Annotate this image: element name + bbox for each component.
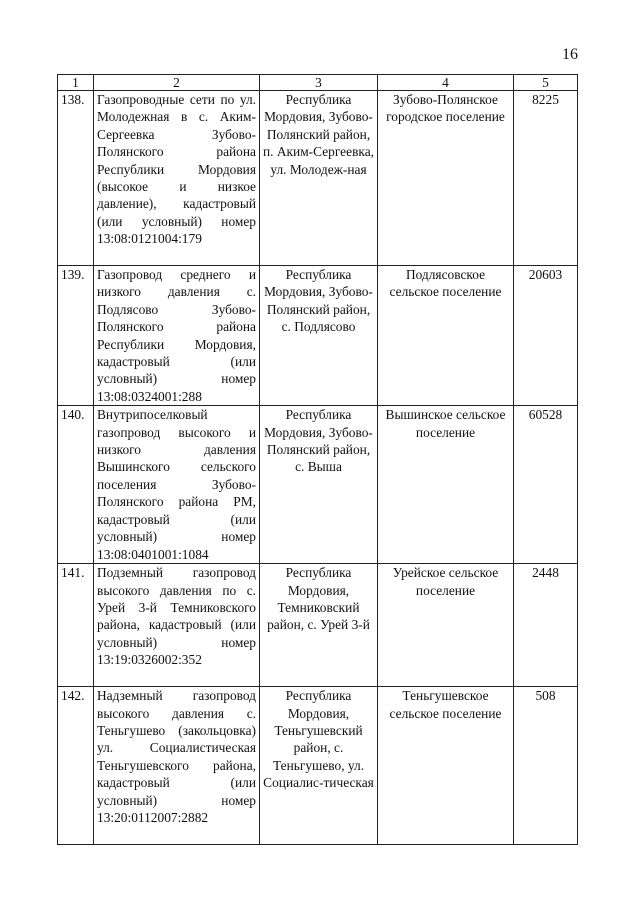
object-address: Республика Мордовия, Зубово-Полянский район, с. Выша bbox=[260, 406, 378, 564]
column-header: 5 bbox=[514, 75, 578, 91]
object-address: Республика Мордовия, Зубово-Полянский район, п. Аким-Сергеевка, ул. Молодеж-ная bbox=[260, 91, 378, 266]
settlement-name: Теньгушевское сельское поселение bbox=[378, 687, 514, 845]
settlement-name: Вышинское сельское поселение bbox=[378, 406, 514, 564]
object-value: 20603 bbox=[514, 266, 578, 406]
object-value: 60528 bbox=[514, 406, 578, 564]
object-value: 508 bbox=[514, 687, 578, 845]
settlement-name: Подлясовское сельское поселение bbox=[378, 266, 514, 406]
object-value: 2448 bbox=[514, 564, 578, 687]
table-row bbox=[58, 406, 578, 564]
object-address: Республика Мордовия, Темниковский район, с. Урей 3-й bbox=[260, 564, 378, 687]
row-number: 138. bbox=[58, 91, 94, 266]
table-row bbox=[58, 266, 578, 406]
object-description: Газопровод среднего и низкого давления с. Подлясово Зубово-Полянского района Республики Мордовия, кадастровый (или условный) номер 13:08:0324001:288 bbox=[94, 266, 260, 406]
row-number: 141. bbox=[58, 564, 94, 687]
object-address: Республика Мордовия, Теньгушевский район, с. Теньгушево, ул. Социалис-тическая bbox=[260, 687, 378, 845]
settlement-name: Зубово-Полянское городское поселение bbox=[378, 91, 514, 266]
object-description: Подземный газопровод высокого давления по с. Урей 3-й Темниковского района, кадастровый (или условный) номер 13:19:0326002:352 bbox=[94, 564, 260, 687]
table-row bbox=[58, 687, 578, 845]
column-header: 3 bbox=[260, 75, 378, 91]
object-address: Республика Мордовия, Зубово-Полянский район, с. Подлясово bbox=[260, 266, 378, 406]
column-header: 1 bbox=[58, 75, 94, 91]
object-description: Внутрипоселковый газопровод высокого и низкого давления Вышинского сельского поселения Зубово-Полянского района РМ, кадастровый (или условный) номер 13:08:0401001:1084 bbox=[94, 406, 260, 564]
row-number: 142. bbox=[58, 687, 94, 845]
object-value: 8225 bbox=[514, 91, 578, 266]
table-row bbox=[58, 91, 578, 266]
table-row bbox=[58, 564, 578, 687]
column-header: 2 bbox=[94, 75, 260, 91]
column-header: 4 bbox=[378, 75, 514, 91]
table-header-row bbox=[58, 75, 578, 91]
property-table bbox=[57, 74, 578, 845]
object-description: Газопроводные сети по ул. Молодежная в с. Аким-Сергеевка Зубово-Полянского района Республики Мордовия (высокое и низкое давление), кадастровый (или условный) номер 13:08:0121004:179 bbox=[94, 91, 260, 266]
object-description: Надземный газопровод высокого давления с. Теньгушево (закольцовка) ул. Социалистическая Теньгушевского района, кадастровый (или условный) номер 13:20:0112007:2882 bbox=[94, 687, 260, 845]
row-number: 139. bbox=[58, 266, 94, 406]
page-number: 16 bbox=[562, 46, 578, 63]
settlement-name: Урейское сельское поселение bbox=[378, 564, 514, 687]
row-number: 140. bbox=[58, 406, 94, 564]
